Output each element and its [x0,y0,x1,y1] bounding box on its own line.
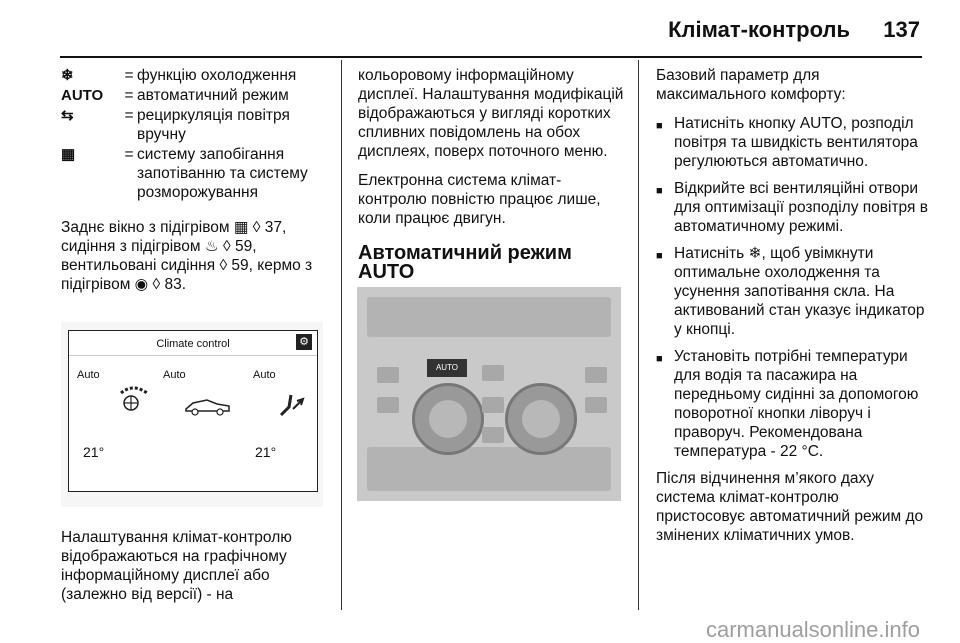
modifications-paragraph: кольоровому інформаційному дисплеї. Налаштування модифікацій відображаються у вигляді коротких спливних повідомлень на обох дисплеях, поверх поточного меню. [358,67,624,160]
engine-paragraph: Електронна система клімат-контролю повністю працює лише, коли працює двигун. [358,172,601,227]
temperature-right: 21° [255,444,277,460]
definition-row: ⇆ = рециркуляція повітря вручну [61,107,290,143]
car-icon [183,395,233,417]
auto-label-fan: Auto [77,369,100,381]
intro-paragraph: Базовий параметр для максимального комфорту: [656,67,846,103]
climate-display-illustration [61,322,323,507]
auto-label-seat: Auto [253,369,276,381]
auto-button-photo: AUTO [427,359,467,377]
right-temperature-knob [505,383,577,455]
definition-row: ▦ = систему запобігання запотіванню та систему розморожування [61,146,308,201]
bullet-icon: ■ [656,353,663,365]
bullet-icon: ■ [656,185,663,197]
left-temperature-knob [412,383,484,455]
snowflake-icon: ❄ [61,67,74,84]
left-column-bottom [61,528,331,614]
right-column [656,66,928,555]
list-item: ■ Натисніть кнопку AUTO, розподіл повітря та швидкість вентилятора регулюються автоматично. [656,115,918,170]
outro-paragraph: Після відчинення м’якого даху система клімат-контролю пристосовує автоматичний режим до змінених кліматичних умов. [656,470,924,544]
watermark: carmanualsonline.info [705,617,920,642]
list-item: ■ Натисніть ❄, щоб увімкнути оптимальне охолодження та усунення запотівання скла. На активований стан указує індикатор у кнопці. [656,245,925,338]
auto-label-distribution: Auto [163,369,186,381]
header-rule [60,56,922,58]
seat-airflow-icon [277,387,307,419]
page-number: 137 [883,17,920,42]
settings-icon: ⚙ [296,334,312,350]
heating-paragraph: Заднє вікно з підігрівом ▦ ◊ 37, сидіння з підігрівом ♨ ◊ 59, вентильовані сидіння ◊ 59, кермо з підігрівом ◉ ◊ 83. [61,219,313,293]
display-frame [68,330,318,492]
middle-column [358,66,626,282]
section-heading: Автоматичний режим AUTO [358,242,572,283]
list-item: ■ Відкрийте всі вентиляційні отвори для оптимізації розподілу повітря в автоматичному режимі. [656,180,928,235]
display-paragraph: Налаштування клімат-контролю відображаються на графічному інформаційному дисплеї або (залежно від версії) - на [61,529,292,603]
defrost-icon: ▦ [61,146,76,163]
definition-row: AUTO = автоматичний режим [61,87,289,104]
left-column [61,66,331,304]
page-header [0,0,960,56]
recirculation-icon: ⇆ [61,107,74,124]
control-panel-photo [357,287,621,501]
fan-icon [117,385,153,417]
bullet-icon: ■ [656,250,663,262]
temperature-left: 21° [83,444,105,460]
column-divider-1 [341,60,342,610]
definition-row: ❄ = функцію охолодження [61,67,297,84]
bullet-icon: ■ [656,120,663,132]
list-item: ■ Установіть потрібні температури для водія та пасажира на передньому сидінні за допомогою поворотної кнопки ліворуч і праворуч. Рекомендована температура - 22 °C. [656,348,919,460]
column-divider-2 [638,60,639,610]
display-title: Climate control [156,338,230,350]
auto-symbol: AUTO [61,87,104,104]
page-title: Клімат-контроль [668,17,850,42]
